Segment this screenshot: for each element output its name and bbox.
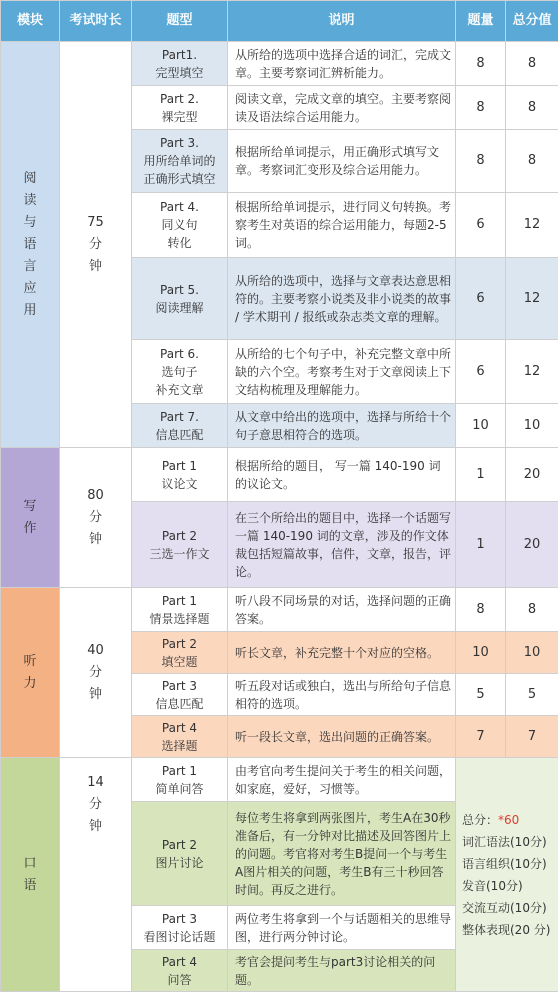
header-total-score: 总分值 xyxy=(506,1,558,42)
description-cell: 每位考生将拿到两张图片，考生A在30秒准备后，有一分钟对比描述及回答图片上的问题。考官将对考生B提问一个与考生A图片相关的问题，考生B有三十秒回答时间。再反之进行。 xyxy=(228,802,456,906)
duration-listening: 40 分 钟 xyxy=(60,588,132,758)
module-writing: 写 作 xyxy=(1,448,60,588)
table-row xyxy=(1,448,558,502)
part-cell: Part 2 图片讨论 xyxy=(132,802,228,906)
scoring-item: 词汇语法(10分) xyxy=(462,834,547,849)
header-duration: 考试时长 xyxy=(60,1,132,42)
module-speaking: 口 语 xyxy=(1,758,60,992)
total-score-line: 总分：*60 xyxy=(462,812,520,827)
part-cell: Part 3. 用所给单词的 正确形式填空 xyxy=(132,130,228,193)
score-cell: 8 xyxy=(506,588,558,632)
part-cell: Part 1 简单问答 xyxy=(132,758,228,802)
part-cell: Part 2 三选一作文 xyxy=(132,502,228,588)
part-cell: Part 6. 选句子 补充文章 xyxy=(132,340,228,404)
speaking-scoring-breakdown xyxy=(456,758,558,992)
score-cell: 12 xyxy=(506,258,558,340)
score-cell: 8 xyxy=(506,86,558,130)
score-cell: 20 xyxy=(506,502,558,588)
score-cell: 12 xyxy=(506,193,558,258)
duration-speaking: 14 分 钟 xyxy=(60,758,132,992)
header-module: 模块 xyxy=(1,1,60,42)
description-cell: 听长文章，补充完整十个对应的空格。 xyxy=(228,632,456,674)
count-cell: 8 xyxy=(456,86,506,130)
duration-reading: 75 分 钟 xyxy=(60,42,132,448)
description-cell: 考官会提问考生与part3讨论相关的问题。 xyxy=(228,950,456,992)
table-row xyxy=(1,42,558,86)
score-cell: 20 xyxy=(506,448,558,502)
score-cell: 7 xyxy=(506,716,558,758)
count-cell: 1 xyxy=(456,502,506,588)
header-description: 说明 xyxy=(228,1,456,42)
module-listening: 听 力 xyxy=(1,588,60,758)
count-cell: 10 xyxy=(456,404,506,448)
part-cell: Part 4 问答 xyxy=(132,950,228,992)
header-question-count: 题量 xyxy=(456,1,506,42)
part-cell: Part1. 完型填空 xyxy=(132,42,228,86)
part-cell: Part 3 看图讨论话题 xyxy=(132,906,228,950)
description-cell: 根据所给单词提示，进行同义句转换。考察考生对英语的综合运用能力，每题2-5词。 xyxy=(228,193,456,258)
description-cell: 由考官向考生提问关于考生的相关问题，如家庭，爱好，习惯等。 xyxy=(228,758,456,802)
scoring-item: 交流互动(10分) xyxy=(462,900,547,915)
count-cell: 1 xyxy=(456,448,506,502)
duration-writing: 80 分 钟 xyxy=(60,448,132,588)
score-cell: 12 xyxy=(506,340,558,404)
score-cell: 8 xyxy=(506,42,558,86)
scoring-item: 整体表现(20 分) xyxy=(462,922,551,937)
part-cell: Part 1 情景选择题 xyxy=(132,588,228,632)
description-cell: 从所给的选项中，选择与文章表达意思相符的。主要考察小说类及非小说类的故事 / 学术期刊 / 报纸或杂志类文章的理解。 xyxy=(228,258,456,340)
description-cell: 从所给的选项中选择合适的词汇，完成文章。主要考察词汇辨析能力。 xyxy=(228,42,456,86)
count-cell: 6 xyxy=(456,258,506,340)
description-cell: 两位考生将拿到一个与话题相关的思维导图，进行两分钟讨论。 xyxy=(228,906,456,950)
total-score-value: *60 xyxy=(498,812,520,827)
scoring-item: 语言组织(10分) xyxy=(462,856,547,871)
count-cell: 10 xyxy=(456,632,506,674)
score-cell: 10 xyxy=(506,404,558,448)
part-cell: Part 4 选择题 xyxy=(132,716,228,758)
part-cell: Part 2 填空题 xyxy=(132,632,228,674)
description-cell: 听八段不同场景的对话，选择问题的正确答案。 xyxy=(228,588,456,632)
score-cell: 8 xyxy=(506,130,558,193)
part-cell: Part 5. 阅读理解 xyxy=(132,258,228,340)
description-cell: 根据所给单词提示，用正确形式填写文章。考察词汇变形及综合运用能力。 xyxy=(228,130,456,193)
score-cell: 10 xyxy=(506,632,558,674)
description-cell: 根据所给的题目， 写一篇 140-190 词的议论文。 xyxy=(228,448,456,502)
part-cell: Part 7. 信息匹配 xyxy=(132,404,228,448)
description-cell: 从所给的七个句子中，补充完整文章中所缺的六个空。考察考生对于文章阅读上下文结构梳理及理解能力。 xyxy=(228,340,456,404)
description-cell: 听五段对话或独白，选出与所给句子信息相符的选项。 xyxy=(228,674,456,716)
module-reading: 阅 读 与 语 言 应 用 xyxy=(1,42,60,448)
count-cell: 8 xyxy=(456,588,506,632)
count-cell: 6 xyxy=(456,340,506,404)
part-cell: Part 4. 同义句 转化 xyxy=(132,193,228,258)
description-cell: 阅读文章，完成文章的填空。主要考察阅读及语法综合运用能力。 xyxy=(228,86,456,130)
count-cell: 8 xyxy=(456,130,506,193)
header-question-type: 题型 xyxy=(132,1,228,42)
count-cell: 5 xyxy=(456,674,506,716)
description-cell: 从文章中给出的选项中，选择与所给十个句子意思相符合的选项。 xyxy=(228,404,456,448)
header-row xyxy=(1,1,558,42)
part-cell: Part 1 议论文 xyxy=(132,448,228,502)
table-row xyxy=(1,758,558,802)
part-cell: Part 2. 裸完型 xyxy=(132,86,228,130)
scoring-item: 发音(10分) xyxy=(462,878,523,893)
description-cell: 在三个所给出的题目中，选择一个话题写一篇 140-190 词的文章，涉及的作文体裁包括短篇故事，信件，文章，报告，评论。 xyxy=(228,502,456,588)
count-cell: 8 xyxy=(456,42,506,86)
score-cell: 5 xyxy=(506,674,558,716)
count-cell: 7 xyxy=(456,716,506,758)
table-row xyxy=(1,588,558,632)
description-cell: 听一段长文章，选出问题的正确答案。 xyxy=(228,716,456,758)
part-cell: Part 3 信息匹配 xyxy=(132,674,228,716)
count-cell: 6 xyxy=(456,193,506,258)
